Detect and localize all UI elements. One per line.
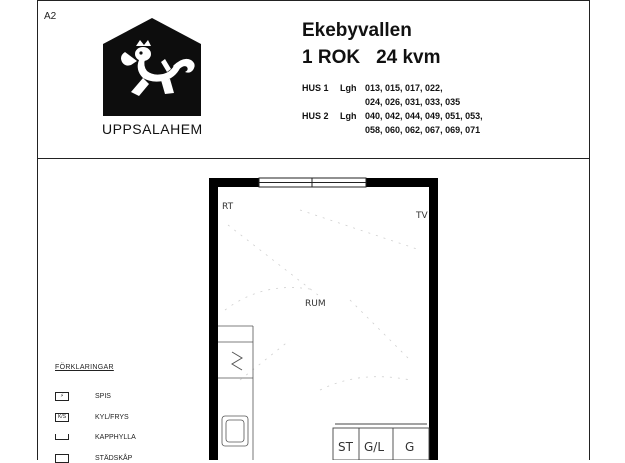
kapphylla-icon <box>55 434 69 440</box>
lgh-label: Lgh <box>340 83 357 93</box>
legend-item <box>55 392 111 401</box>
house-label: HUS 2 <box>302 111 329 121</box>
kitchen-counter <box>218 326 253 460</box>
legend-item <box>55 454 133 463</box>
apartment-area: 24 kvm <box>376 47 441 68</box>
window <box>259 178 366 187</box>
wardrobe-g-label: G <box>405 440 415 454</box>
wardrobe-st-label: ST <box>338 440 353 454</box>
legend-label: KYL/FRYS <box>95 414 129 421</box>
radiator-label: RT <box>222 202 234 212</box>
room-count: 1 ROK <box>302 47 361 68</box>
spis-icon: ⚡ <box>55 392 69 401</box>
house-label: HUS 1 <box>302 83 329 93</box>
stadskap-icon <box>55 454 69 463</box>
legend-label: KAPPHYLLA <box>95 433 136 441</box>
legend-title: FÖRKLARINGAR <box>55 364 114 371</box>
wardrobe-gl-label: G/L <box>364 440 385 454</box>
wall-top-right <box>366 178 438 187</box>
kyl-frys-icon: K/S <box>55 413 69 422</box>
wall-right <box>429 178 438 460</box>
legend-label: STÄDSKÅP <box>95 455 133 462</box>
logo-wordmark: UPPSALAHEM <box>102 121 203 137</box>
apartment-numbers: 013, 015, 017, 022, <box>365 83 443 93</box>
apartment-numbers: 040, 042, 044, 049, 051, 053, <box>365 111 483 121</box>
project-title: Ekebyvallen <box>302 20 412 41</box>
legend-label: SPIS <box>95 393 111 400</box>
sheet-code: A2 <box>44 11 57 22</box>
wall-left <box>209 178 218 460</box>
lgh-label: Lgh <box>340 111 357 121</box>
legend-item <box>55 413 129 422</box>
legend <box>55 364 136 462</box>
tv-outlet-label: TV <box>416 211 428 221</box>
apartment-numbers: 058, 060, 062, 067, 069, 071 <box>365 125 481 135</box>
legend-item <box>55 433 136 441</box>
apartment-numbers: 024, 026, 031, 033, 035 <box>365 97 461 107</box>
room-label: RUM <box>305 299 326 309</box>
